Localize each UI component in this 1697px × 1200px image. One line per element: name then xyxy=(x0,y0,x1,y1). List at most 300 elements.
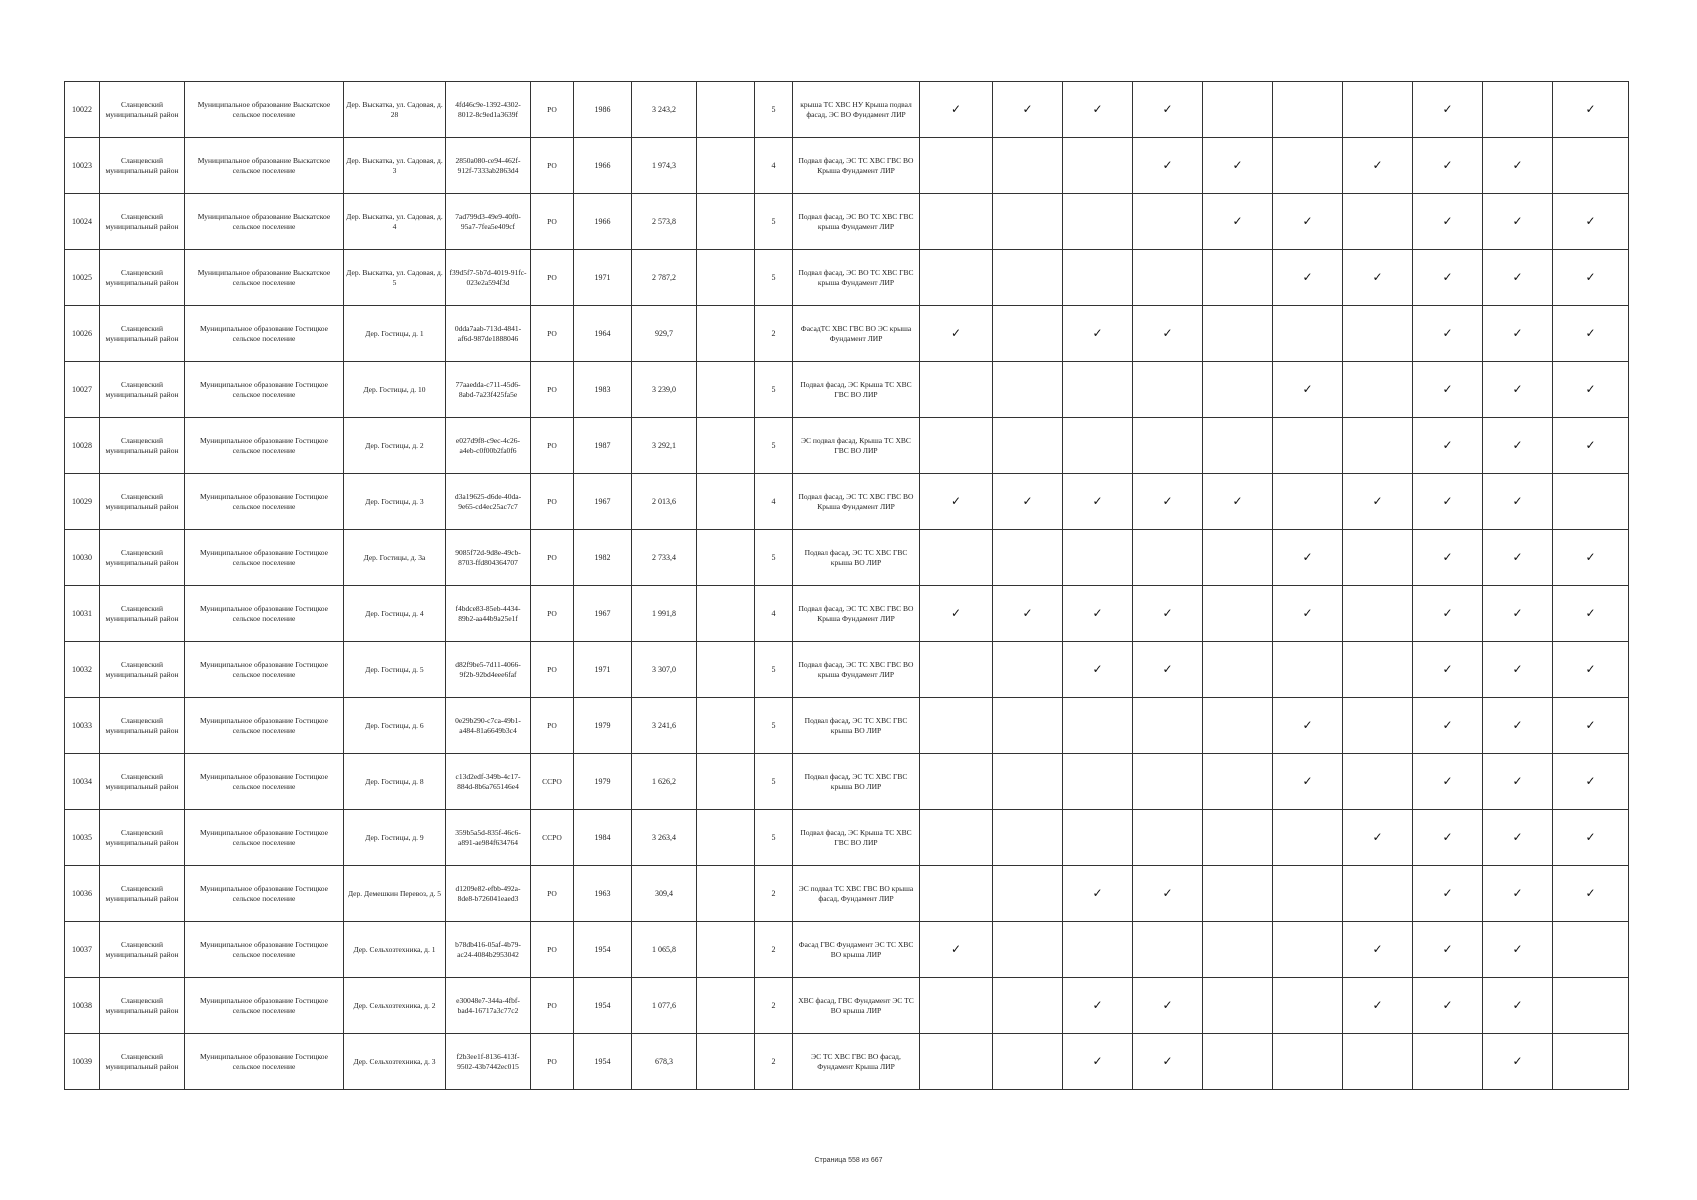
empty-check-cell xyxy=(1063,250,1133,306)
cell-extra xyxy=(697,698,755,754)
empty-check-cell xyxy=(1133,362,1203,418)
cell-municipality: Муниципальное образование Гостицкое сельское поселение xyxy=(185,362,344,418)
cell-municipality: Муниципальное образование Гостицкое сельское поселение xyxy=(185,866,344,922)
cell-area: 3 307,0 xyxy=(632,642,697,698)
check-mark-icon: ✓ xyxy=(1483,866,1553,922)
check-mark-icon: ✓ xyxy=(1203,474,1273,530)
cell-type: РО xyxy=(531,82,574,138)
empty-check-cell xyxy=(1063,922,1133,978)
cell-year: 1966 xyxy=(574,138,632,194)
cell-floors: 5 xyxy=(755,530,793,586)
check-mark-icon: ✓ xyxy=(920,82,993,138)
check-mark-icon: ✓ xyxy=(1553,642,1629,698)
empty-check-cell xyxy=(1203,810,1273,866)
empty-check-cell xyxy=(1063,530,1133,586)
cell-address: Дер. Сельхозтехника, д. 1 xyxy=(344,922,446,978)
check-mark-icon: ✓ xyxy=(1343,138,1413,194)
cell-district: Сланцевский муниципальный район xyxy=(100,642,185,698)
empty-check-cell xyxy=(1203,922,1273,978)
check-mark-icon: ✓ xyxy=(1413,642,1483,698)
check-mark-icon: ✓ xyxy=(1063,1034,1133,1090)
cell-floors: 5 xyxy=(755,82,793,138)
cell-municipality: Муниципальное образование Гостицкое сельское поселение xyxy=(185,306,344,362)
empty-check-cell xyxy=(1343,82,1413,138)
cell-municipality: Муниципальное образование Гостицкое сельское поселение xyxy=(185,474,344,530)
empty-check-cell xyxy=(993,250,1063,306)
check-mark-icon: ✓ xyxy=(1203,138,1273,194)
cell-district: Сланцевский муниципальный район xyxy=(100,922,185,978)
cell-type: РО xyxy=(531,866,574,922)
cell-year: 1967 xyxy=(574,474,632,530)
check-mark-icon: ✓ xyxy=(1553,810,1629,866)
check-mark-icon: ✓ xyxy=(1273,194,1343,250)
check-mark-icon: ✓ xyxy=(920,306,993,362)
check-mark-icon: ✓ xyxy=(1063,586,1133,642)
empty-check-cell xyxy=(920,362,993,418)
cell-extra xyxy=(697,978,755,1034)
cell-floors: 4 xyxy=(755,586,793,642)
table-row xyxy=(65,978,1629,1034)
cell-municipality: Муниципальное образование Гостицкое сельское поселение xyxy=(185,418,344,474)
empty-check-cell xyxy=(1553,978,1629,1034)
cell-address: Дер. Демешкин Перевоз, д. 5 xyxy=(344,866,446,922)
cell-id: 10025 xyxy=(65,250,100,306)
check-mark-icon: ✓ xyxy=(1413,866,1483,922)
cell-guid: f4bdce83-85eb-4434-89b2-aa44b9a25e1f xyxy=(446,586,531,642)
empty-check-cell xyxy=(1273,810,1343,866)
empty-check-cell xyxy=(1273,866,1343,922)
cell-type: РО xyxy=(531,586,574,642)
cell-guid: d3a19625-d6de-40da-9e65-cd4ec25ac7c7 xyxy=(446,474,531,530)
empty-check-cell xyxy=(1063,754,1133,810)
cell-municipality: Муниципальное образование Выскатское сельское поселение xyxy=(185,138,344,194)
cell-type: РО xyxy=(531,642,574,698)
cell-type: РО xyxy=(531,530,574,586)
check-mark-icon: ✓ xyxy=(1483,306,1553,362)
cell-works: Подвал фасад, ЭС ТС ХВС ГВС ВО крыша Фундамент ЛИР xyxy=(793,642,920,698)
cell-year: 1971 xyxy=(574,642,632,698)
empty-check-cell xyxy=(1063,138,1133,194)
cell-district: Сланцевский муниципальный район xyxy=(100,474,185,530)
empty-check-cell xyxy=(1203,1034,1273,1090)
cell-guid: 4fd46c9e-1392-4302-8012-8c9ed1a3639f xyxy=(446,82,531,138)
cell-works: Фасад ГВС Фундамент ЭС ТС ХВС ВО крыша ЛИР xyxy=(793,922,920,978)
cell-district: Сланцевский муниципальный район xyxy=(100,586,185,642)
check-mark-icon: ✓ xyxy=(1553,82,1629,138)
empty-check-cell xyxy=(1203,362,1273,418)
check-mark-icon: ✓ xyxy=(1413,138,1483,194)
empty-check-cell xyxy=(993,922,1063,978)
table-row xyxy=(65,754,1629,810)
check-mark-icon: ✓ xyxy=(1063,306,1133,362)
cell-guid: 0e29b290-c7ca-49b1-a484-81a6649b3c4 xyxy=(446,698,531,754)
cell-guid: 359b5a5d-835f-46c6-a891-ae984f634764 xyxy=(446,810,531,866)
cell-id: 10029 xyxy=(65,474,100,530)
cell-id: 10035 xyxy=(65,810,100,866)
cell-address: Дер. Гостицы, д. 1 xyxy=(344,306,446,362)
check-mark-icon: ✓ xyxy=(993,82,1063,138)
cell-type: РО xyxy=(531,978,574,1034)
empty-check-cell xyxy=(1133,922,1203,978)
cell-guid: f2b3ee1f-8136-413f-9502-43b7442ec015 xyxy=(446,1034,531,1090)
check-mark-icon: ✓ xyxy=(993,586,1063,642)
cell-area: 2 733,4 xyxy=(632,530,697,586)
check-mark-icon: ✓ xyxy=(1553,194,1629,250)
cell-type: РО xyxy=(531,698,574,754)
cell-works: ЭС подвал фасад, Крыша ТС ХВС ГВС ВО ЛИР xyxy=(793,418,920,474)
table-row xyxy=(65,698,1629,754)
check-mark-icon: ✓ xyxy=(1553,250,1629,306)
check-mark-icon: ✓ xyxy=(1063,82,1133,138)
empty-check-cell xyxy=(1063,418,1133,474)
empty-check-cell xyxy=(1343,530,1413,586)
check-mark-icon: ✓ xyxy=(1553,306,1629,362)
cell-floors: 2 xyxy=(755,1034,793,1090)
cell-municipality: Муниципальное образование Гостицкое сельское поселение xyxy=(185,978,344,1034)
empty-check-cell xyxy=(1343,418,1413,474)
check-mark-icon: ✓ xyxy=(1273,698,1343,754)
empty-check-cell xyxy=(1133,418,1203,474)
cell-extra xyxy=(697,250,755,306)
cell-area: 3 239,0 xyxy=(632,362,697,418)
empty-check-cell xyxy=(1413,1034,1483,1090)
check-mark-icon: ✓ xyxy=(1133,866,1203,922)
cell-works: Подвал фасад, ЭС ВО ТС ХВС ГВС крыша Фундамент ЛИР xyxy=(793,250,920,306)
cell-floors: 5 xyxy=(755,362,793,418)
cell-guid: d1209e82-efbb-492a-8de8-b726041eaed3 xyxy=(446,866,531,922)
check-mark-icon: ✓ xyxy=(1273,362,1343,418)
empty-check-cell xyxy=(1133,810,1203,866)
cell-extra xyxy=(697,866,755,922)
check-mark-icon: ✓ xyxy=(1343,250,1413,306)
table-row xyxy=(65,82,1629,138)
check-mark-icon: ✓ xyxy=(1063,866,1133,922)
check-mark-icon: ✓ xyxy=(1133,978,1203,1034)
cell-type: РО xyxy=(531,474,574,530)
cell-id: 10031 xyxy=(65,586,100,642)
cell-district: Сланцевский муниципальный район xyxy=(100,978,185,1034)
cell-year: 1967 xyxy=(574,586,632,642)
empty-check-cell xyxy=(1343,754,1413,810)
cell-type: ССРО xyxy=(531,754,574,810)
cell-id: 10030 xyxy=(65,530,100,586)
cell-year: 1971 xyxy=(574,250,632,306)
cell-district: Сланцевский муниципальный район xyxy=(100,866,185,922)
cell-id: 10038 xyxy=(65,978,100,1034)
check-mark-icon: ✓ xyxy=(1063,642,1133,698)
cell-year: 1982 xyxy=(574,530,632,586)
empty-check-cell xyxy=(1203,586,1273,642)
cell-year: 1954 xyxy=(574,978,632,1034)
check-mark-icon: ✓ xyxy=(1063,978,1133,1034)
empty-check-cell xyxy=(1343,194,1413,250)
check-mark-icon: ✓ xyxy=(1553,530,1629,586)
cell-area: 2 573,8 xyxy=(632,194,697,250)
empty-check-cell xyxy=(1133,754,1203,810)
check-mark-icon: ✓ xyxy=(1413,82,1483,138)
empty-check-cell xyxy=(1133,698,1203,754)
cell-district: Сланцевский муниципальный район xyxy=(100,194,185,250)
check-mark-icon: ✓ xyxy=(1413,586,1483,642)
cell-address: Дер. Гостицы, д. 6 xyxy=(344,698,446,754)
cell-year: 1984 xyxy=(574,810,632,866)
cell-id: 10033 xyxy=(65,698,100,754)
cell-floors: 4 xyxy=(755,138,793,194)
cell-type: РО xyxy=(531,1034,574,1090)
empty-check-cell xyxy=(1343,1034,1413,1090)
cell-area: 3 292,1 xyxy=(632,418,697,474)
cell-id: 10036 xyxy=(65,866,100,922)
cell-area: 1 974,3 xyxy=(632,138,697,194)
empty-check-cell xyxy=(1273,642,1343,698)
check-mark-icon: ✓ xyxy=(1133,642,1203,698)
cell-floors: 2 xyxy=(755,978,793,1034)
cell-guid: d82f9be5-7d11-4066-9f2b-92bd4eee6faf xyxy=(446,642,531,698)
cell-address: Дер. Выскатка, ул. Садовая, д. 3 xyxy=(344,138,446,194)
check-mark-icon: ✓ xyxy=(1483,138,1553,194)
empty-check-cell xyxy=(1133,250,1203,306)
empty-check-cell xyxy=(993,698,1063,754)
empty-check-cell xyxy=(1343,306,1413,362)
cell-extra xyxy=(697,754,755,810)
table-row xyxy=(65,642,1629,698)
cell-id: 10026 xyxy=(65,306,100,362)
check-mark-icon: ✓ xyxy=(1483,530,1553,586)
empty-check-cell xyxy=(1203,418,1273,474)
check-mark-icon: ✓ xyxy=(1553,754,1629,810)
cell-year: 1954 xyxy=(574,922,632,978)
check-mark-icon: ✓ xyxy=(920,474,993,530)
cell-id: 10027 xyxy=(65,362,100,418)
cell-district: Сланцевский муниципальный район xyxy=(100,418,185,474)
cell-extra xyxy=(697,1034,755,1090)
check-mark-icon: ✓ xyxy=(1133,1034,1203,1090)
empty-check-cell xyxy=(1273,922,1343,978)
empty-check-cell xyxy=(1063,698,1133,754)
table-row xyxy=(65,866,1629,922)
cell-address: Дер. Выскатка, ул. Садовая, д. 5 xyxy=(344,250,446,306)
cell-floors: 4 xyxy=(755,474,793,530)
empty-check-cell xyxy=(920,530,993,586)
check-mark-icon: ✓ xyxy=(1483,1034,1553,1090)
cell-year: 1983 xyxy=(574,362,632,418)
table-row xyxy=(65,922,1629,978)
check-mark-icon: ✓ xyxy=(1483,194,1553,250)
cell-id: 10028 xyxy=(65,418,100,474)
cell-floors: 5 xyxy=(755,250,793,306)
cell-municipality: Муниципальное образование Гостицкое сельское поселение xyxy=(185,530,344,586)
cell-district: Сланцевский муниципальный район xyxy=(100,82,185,138)
check-mark-icon: ✓ xyxy=(1273,530,1343,586)
empty-check-cell xyxy=(920,418,993,474)
cell-type: РО xyxy=(531,922,574,978)
empty-check-cell xyxy=(1203,642,1273,698)
check-mark-icon: ✓ xyxy=(1413,978,1483,1034)
cell-area: 929,7 xyxy=(632,306,697,362)
table-row xyxy=(65,306,1629,362)
cell-municipality: Муниципальное образование Выскатское сельское поселение xyxy=(185,194,344,250)
empty-check-cell xyxy=(1063,810,1133,866)
check-mark-icon: ✓ xyxy=(1413,698,1483,754)
empty-check-cell xyxy=(1343,362,1413,418)
check-mark-icon: ✓ xyxy=(1413,362,1483,418)
cell-address: Дер. Гостицы, д. 3а xyxy=(344,530,446,586)
empty-check-cell xyxy=(920,866,993,922)
empty-check-cell xyxy=(1343,586,1413,642)
cell-guid: e30048e7-344a-4fbf-bad4-16717a3c77c2 xyxy=(446,978,531,1034)
empty-check-cell xyxy=(1133,530,1203,586)
empty-check-cell xyxy=(1203,306,1273,362)
cell-area: 1 991,8 xyxy=(632,586,697,642)
cell-extra xyxy=(697,922,755,978)
empty-check-cell xyxy=(993,866,1063,922)
cell-municipality: Муниципальное образование Гостицкое сельское поселение xyxy=(185,1034,344,1090)
cell-floors: 5 xyxy=(755,754,793,810)
cell-address: Дер. Выскатка, ул. Садовая, д. 28 xyxy=(344,82,446,138)
cell-municipality: Муниципальное образование Выскатское сельское поселение xyxy=(185,82,344,138)
empty-check-cell xyxy=(1553,922,1629,978)
table-row xyxy=(65,138,1629,194)
check-mark-icon: ✓ xyxy=(920,922,993,978)
cell-address: Дер. Выскатка, ул. Садовая, д. 4 xyxy=(344,194,446,250)
check-mark-icon: ✓ xyxy=(1553,362,1629,418)
empty-check-cell xyxy=(1203,866,1273,922)
empty-check-cell xyxy=(1203,754,1273,810)
empty-check-cell xyxy=(993,810,1063,866)
cell-year: 1979 xyxy=(574,754,632,810)
check-mark-icon: ✓ xyxy=(993,474,1063,530)
cell-district: Сланцевский муниципальный район xyxy=(100,1034,185,1090)
cell-area: 678,3 xyxy=(632,1034,697,1090)
cell-works: Подвал фасад, ЭС ТС ХВС ГВС ВО Крыша Фундамент ЛИР xyxy=(793,138,920,194)
check-mark-icon: ✓ xyxy=(1483,586,1553,642)
check-mark-icon: ✓ xyxy=(1343,810,1413,866)
cell-guid: e027d9f8-c9ec-4c26-a4eb-c0f00b2fa0f6 xyxy=(446,418,531,474)
check-mark-icon: ✓ xyxy=(1483,922,1553,978)
cell-works: Подвал фасад, ЭС Крыша ТС ХВС ГВС ВО ЛИР xyxy=(793,810,920,866)
cell-district: Сланцевский муниципальный район xyxy=(100,250,185,306)
cell-area: 1 077,6 xyxy=(632,978,697,1034)
check-mark-icon: ✓ xyxy=(1133,306,1203,362)
empty-check-cell xyxy=(920,978,993,1034)
cell-address: Дер. Гостицы, д. 2 xyxy=(344,418,446,474)
empty-check-cell xyxy=(993,362,1063,418)
cell-address: Дер. Сельхозтехника, д. 3 xyxy=(344,1034,446,1090)
empty-check-cell xyxy=(1483,82,1553,138)
cell-area: 1 626,2 xyxy=(632,754,697,810)
cell-extra xyxy=(697,362,755,418)
check-mark-icon: ✓ xyxy=(1483,754,1553,810)
cell-type: РО xyxy=(531,250,574,306)
check-mark-icon: ✓ xyxy=(1273,754,1343,810)
cell-type: РО xyxy=(531,138,574,194)
table-row xyxy=(65,194,1629,250)
cell-id: 10023 xyxy=(65,138,100,194)
cell-type: РО xyxy=(531,306,574,362)
check-mark-icon: ✓ xyxy=(1483,474,1553,530)
empty-check-cell xyxy=(1203,698,1273,754)
empty-check-cell xyxy=(1063,194,1133,250)
cell-floors: 2 xyxy=(755,306,793,362)
check-mark-icon: ✓ xyxy=(1413,194,1483,250)
check-mark-icon: ✓ xyxy=(1133,474,1203,530)
empty-check-cell xyxy=(1273,82,1343,138)
cell-type: РО xyxy=(531,418,574,474)
cell-address: Дер. Гостицы, д. 9 xyxy=(344,810,446,866)
cell-address: Дер. Гостицы, д. 5 xyxy=(344,642,446,698)
check-mark-icon: ✓ xyxy=(920,586,993,642)
cell-type: РО xyxy=(531,362,574,418)
table-row xyxy=(65,250,1629,306)
check-mark-icon: ✓ xyxy=(1553,586,1629,642)
check-mark-icon: ✓ xyxy=(1483,418,1553,474)
empty-check-cell xyxy=(993,194,1063,250)
cell-type: РО xyxy=(531,194,574,250)
cell-municipality: Муниципальное образование Гостицкое сельское поселение xyxy=(185,810,344,866)
empty-check-cell xyxy=(1203,978,1273,1034)
cell-type: ССРО xyxy=(531,810,574,866)
empty-check-cell xyxy=(993,978,1063,1034)
cell-guid: 9085f72d-9d8e-49cb-8703-ffd804364707 xyxy=(446,530,531,586)
cell-works: ЭС подвал ТС ХВС ГВС ВО крыша фасад, Фундамент ЛИР xyxy=(793,866,920,922)
cell-guid: 7ad799d3-49e9-40f0-95a7-7fea5e409cf xyxy=(446,194,531,250)
empty-check-cell xyxy=(1273,474,1343,530)
check-mark-icon: ✓ xyxy=(1413,474,1483,530)
cell-id: 10037 xyxy=(65,922,100,978)
table-row xyxy=(65,530,1629,586)
check-mark-icon: ✓ xyxy=(1553,418,1629,474)
cell-year: 1966 xyxy=(574,194,632,250)
cell-id: 10024 xyxy=(65,194,100,250)
cell-extra xyxy=(697,586,755,642)
check-mark-icon: ✓ xyxy=(1413,754,1483,810)
cell-area: 3 263,4 xyxy=(632,810,697,866)
cell-address: Дер. Гостицы, д. 4 xyxy=(344,586,446,642)
cell-municipality: Муниципальное образование Гостицкое сельское поселение xyxy=(185,754,344,810)
empty-check-cell xyxy=(920,250,993,306)
check-mark-icon: ✓ xyxy=(1133,138,1203,194)
cell-id: 10034 xyxy=(65,754,100,810)
check-mark-icon: ✓ xyxy=(1133,82,1203,138)
cell-guid: 2850a080-ce94-462f-912f-7333ab2863d4 xyxy=(446,138,531,194)
cell-extra xyxy=(697,194,755,250)
cell-area: 3 243,2 xyxy=(632,82,697,138)
cell-district: Сланцевский муниципальный район xyxy=(100,138,185,194)
cell-municipality: Муниципальное образование Гостицкое сельское поселение xyxy=(185,922,344,978)
buildings-table xyxy=(64,81,1629,1090)
check-mark-icon: ✓ xyxy=(1203,194,1273,250)
cell-extra xyxy=(697,642,755,698)
table-row xyxy=(65,474,1629,530)
empty-check-cell xyxy=(1343,642,1413,698)
cell-extra xyxy=(697,82,755,138)
table-row xyxy=(65,586,1629,642)
table-row xyxy=(65,810,1629,866)
check-mark-icon: ✓ xyxy=(1413,418,1483,474)
cell-municipality: Муниципальное образование Гостицкое сельское поселение xyxy=(185,698,344,754)
check-mark-icon: ✓ xyxy=(1273,250,1343,306)
cell-works: ЭС ТС ХВС ГВС ВО фасад, Фундамент Крыша ЛИР xyxy=(793,1034,920,1090)
cell-address: Дер. Сельхозтехника, д. 2 xyxy=(344,978,446,1034)
empty-check-cell xyxy=(920,642,993,698)
check-mark-icon: ✓ xyxy=(1413,530,1483,586)
cell-works: Подвал фасад, ЭС Крыша ТС ХВС ГВС ВО ЛИР xyxy=(793,362,920,418)
check-mark-icon: ✓ xyxy=(1343,922,1413,978)
cell-works: Подвал фасад, ЭС ВО ТС ХВС ГВС крыша Фундамент ЛИР xyxy=(793,194,920,250)
cell-municipality: Муниципальное образование Гостицкое сельское поселение xyxy=(185,642,344,698)
cell-extra xyxy=(697,138,755,194)
check-mark-icon: ✓ xyxy=(1483,978,1553,1034)
